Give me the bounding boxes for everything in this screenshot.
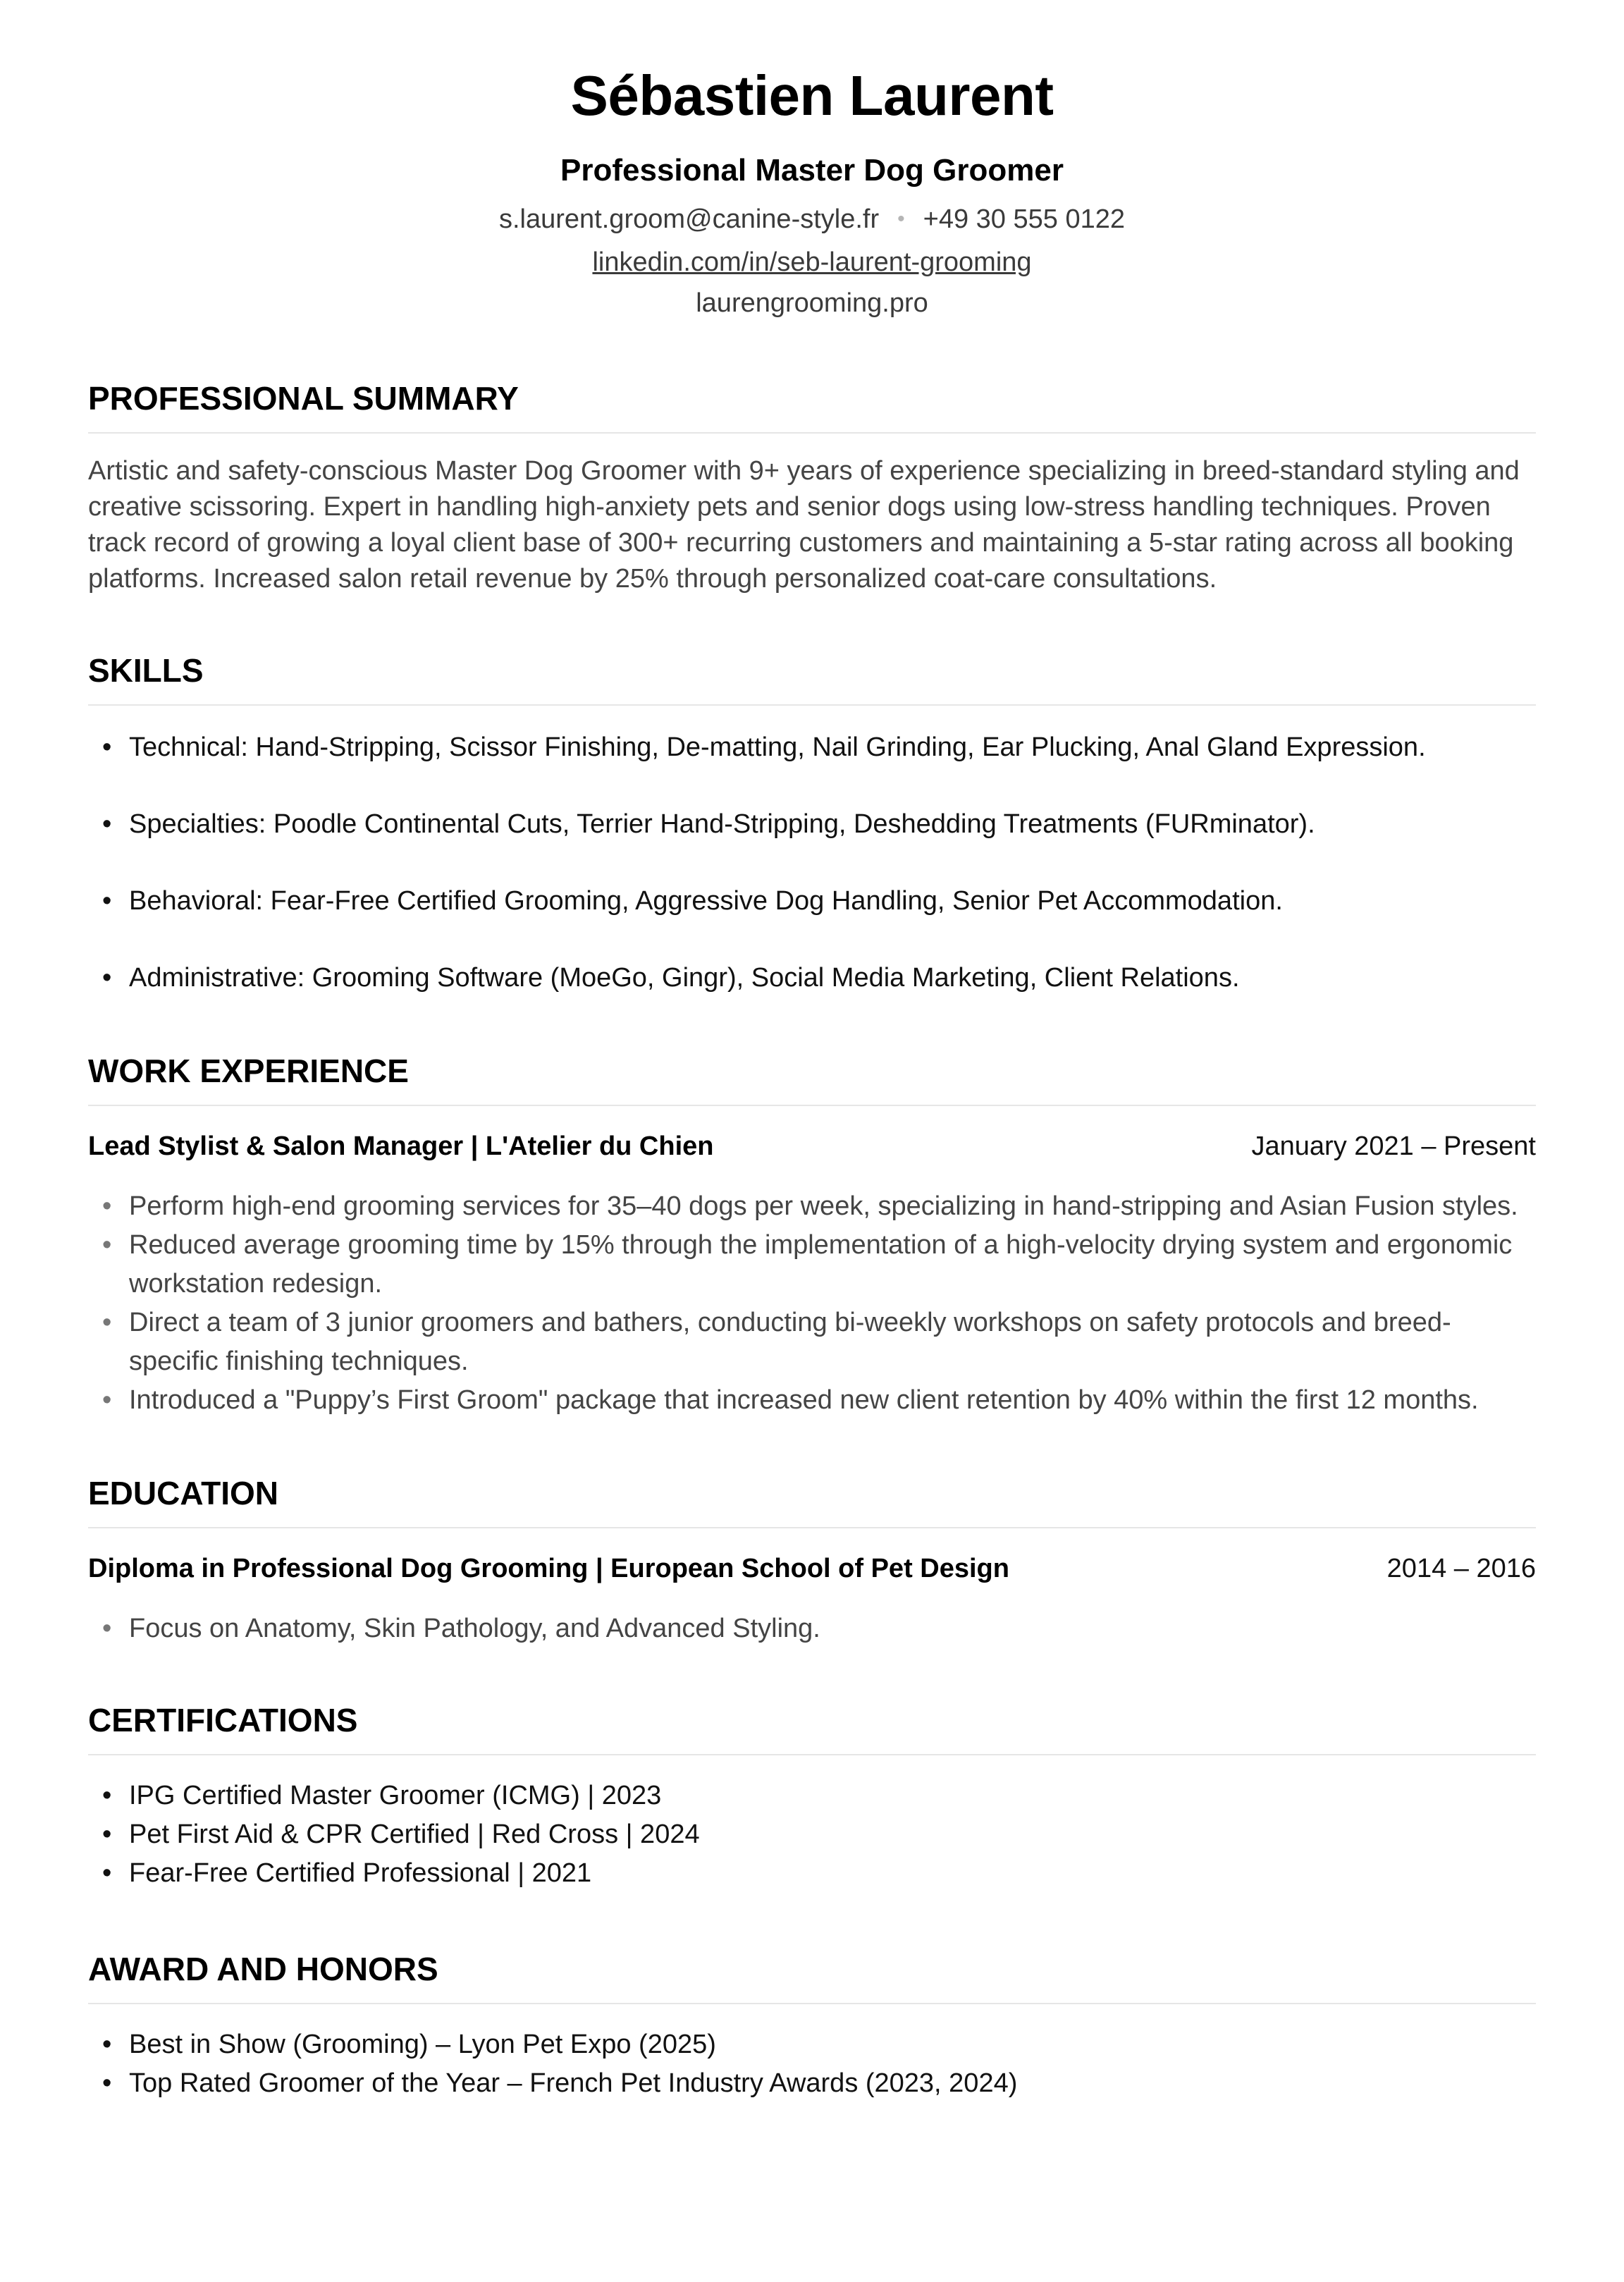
certification-item: • IPG Certified Master Groomer (ICMG) | 2023 — [88, 1777, 1536, 1815]
award-item: • Best in Show (Grooming) – Lyon Pet Expo (2025) — [88, 2025, 1536, 2064]
contact-line — [88, 199, 1536, 242]
job-bullet: • Perform high-end grooming services for 35–40 dogs per week, specializing in hand-stripping and Asian Fusion styles. — [88, 1187, 1536, 1226]
contact-separator: • — [897, 207, 905, 231]
job-title: Lead Stylist & Salon Manager | L'Atelier du Chien — [88, 1131, 714, 1161]
education-bullet: • Focus on Anatomy, Skin Pathology, and Advanced Styling. — [88, 1609, 1536, 1648]
candidate-name: Sébastien Laurent — [570, 64, 1054, 127]
skill-item: • Technical: Hand-Stripping, Scissor Finishing, De-matting, Nail Grinding, Ear Plucking, Anal Gland Expression. — [88, 730, 1536, 766]
candidate-title: Professional Master Dog Groomer — [560, 153, 1064, 188]
certifications-list — [88, 1777, 1536, 1893]
skill-item: • Specialties: Poodle Continental Cuts, Terrier Hand-Stripping, Deshedding Treatments (FURminator). — [88, 806, 1536, 842]
skill-item: • Behavioral: Fear-Free Certified Grooming, Aggressive Dog Handling, Senior Pet Accommodation. — [88, 883, 1536, 919]
website-link[interactable]: laurengrooming.pro — [696, 288, 928, 318]
job-bullet: • Introduced a "Puppy’s First Groom" package that increased new client retention by 40% within the first 12 months. — [88, 1381, 1536, 1420]
awards-section — [88, 1948, 1536, 2103]
job-header — [88, 1129, 1536, 1165]
job-dates: January 2021 – Present — [1251, 1131, 1536, 1161]
awards-heading: AWARD AND HONORS — [88, 1948, 1536, 2004]
award-item: • Top Rated Groomer of the Year – French Pet Industry Awards (2023, 2024) — [88, 2064, 1536, 2103]
certifications-section — [88, 1699, 1536, 1893]
skills-section — [88, 649, 1536, 996]
education-dates: 2014 – 2016 — [1386, 1554, 1536, 1583]
email-link[interactable]: s.laurent.groom@canine-style.fr — [499, 204, 880, 234]
skills-list — [88, 730, 1536, 996]
certifications-heading: CERTIFICATIONS — [88, 1699, 1536, 1755]
skills-heading: SKILLS — [88, 649, 1536, 706]
education-heading: EDUCATION — [88, 1472, 1536, 1528]
education-title: Diploma in Professional Dog Grooming | European School of Pet Design — [88, 1554, 1009, 1583]
phone-number[interactable]: +49 30 555 0122 — [923, 204, 1125, 234]
job-bullets — [88, 1187, 1536, 1420]
education-section — [88, 1472, 1536, 1648]
summary-heading: PROFESSIONAL SUMMARY — [88, 377, 1536, 434]
job-bullet: • Direct a team of 3 junior groomers and bathers, conducting bi-weekly workshops on safety protocols and breed-specific finishing techniques. — [88, 1303, 1536, 1381]
experience-heading: WORK EXPERIENCE — [88, 1050, 1536, 1106]
job-bullet: • Reduced average grooming time by 15% through the implementation of a high-velocity drying system and ergonomic workstation redesign. — [88, 1226, 1536, 1303]
website-line — [88, 283, 1536, 324]
linkedin-link[interactable]: linkedin.com/in/seb-laurent-grooming — [592, 247, 1032, 277]
linkedin-line — [88, 242, 1536, 283]
education-bullets — [88, 1609, 1536, 1648]
summary-section — [88, 377, 1536, 597]
certification-item: • Fear-Free Certified Professional | 2021 — [88, 1854, 1536, 1893]
education-header — [88, 1551, 1536, 1587]
awards-list — [88, 2025, 1536, 2103]
certification-item: • Pet First Aid & CPR Certified | Red Cross | 2024 — [88, 1815, 1536, 1854]
skill-item: • Administrative: Grooming Software (MoeGo, Gingr), Social Media Marketing, Client Relations. — [88, 960, 1536, 996]
summary-text: Artistic and safety-conscious Master Dog Groomer with 9+ years of experience specializing in breed-standard styling and creative scissoring. Expert in handling high-anxiety pets and senior dogs using low-stress handling techniques. Proven track record of growing a loyal client base of 300+ recurring customers and maintaining a 5-star rating across all booking platforms. Increased salon retail revenue by 25% through personalized coat-care consultations. — [88, 456, 1520, 594]
experience-section — [88, 1050, 1536, 1420]
resume-header — [88, 0, 1536, 324]
